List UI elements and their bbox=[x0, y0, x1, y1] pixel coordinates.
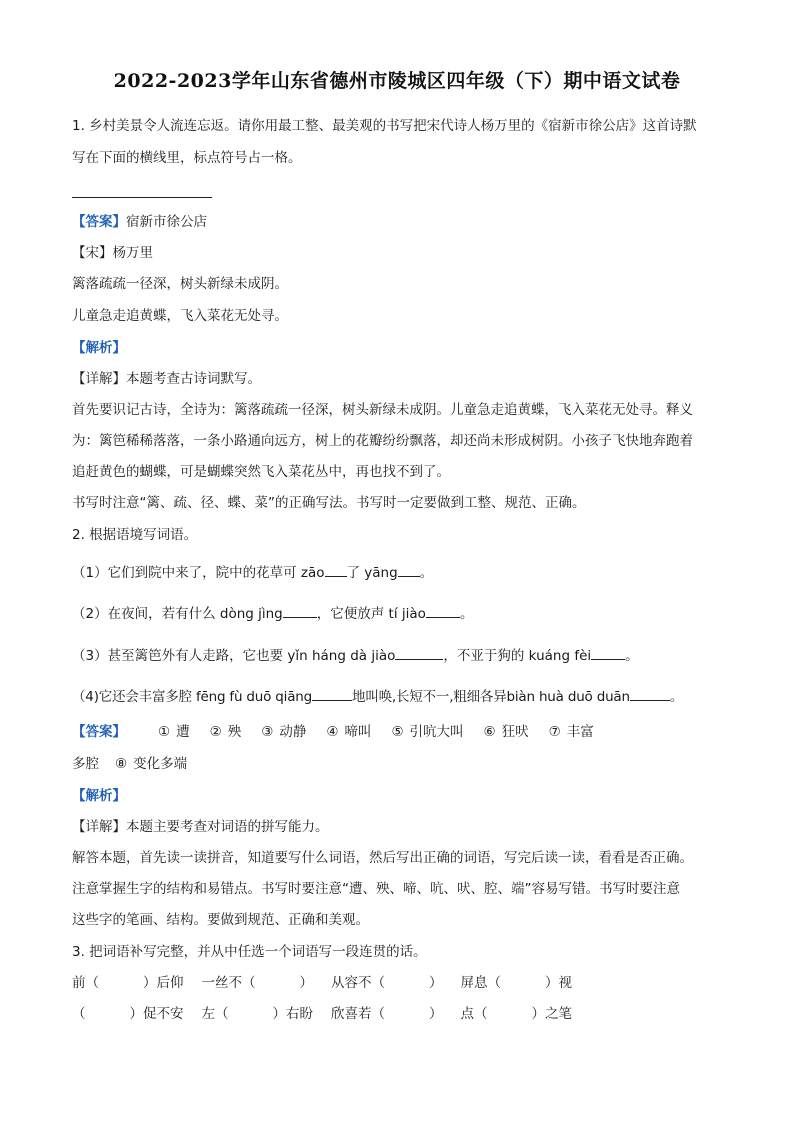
fill-blank[interactable] bbox=[630, 686, 670, 701]
q3-stem: 3. 把词语补写完整，并从中任选一个词语写一段连贯的话。 bbox=[72, 944, 427, 960]
q1-explanation-2: 为：篱笆稀稀落落，一条小路通向远方，树上的花瓣纷纷飘落，却还尚未形成树阴。小孩子飞快地奔跑着 bbox=[72, 433, 693, 449]
q2-answer-line: 【答案】 ① 遭 ② 殃 ③ 动静 ④ 啼叫 ⑤ 引吭大叫 ⑥ 狂吠 ⑦ 丰富 bbox=[72, 724, 594, 740]
q1-explanation-1: 首先要识记古诗，全诗为：篱落疏疏一径深，树头新绿未成阴。儿童急走追黄蝶，飞入菜花无处寻。释义 bbox=[72, 402, 693, 418]
q2-stem: 2. 根据语境写词语。 bbox=[72, 527, 198, 543]
q1-stem-line2: 写在下面的横线里，标点符号占一格。 bbox=[72, 150, 302, 166]
fill-blank[interactable] bbox=[398, 562, 420, 577]
detail-tag: 【详解】 bbox=[72, 819, 126, 835]
q1-answer-title: 宿新市徐公店 bbox=[126, 214, 207, 230]
q2-sentence-4: （4)它还会丰富多腔 fēng fù duō qiāng 地叫唤,长短不一,粗细各异biàn huà duō duān 。 bbox=[72, 686, 732, 707]
q3-word-row-2: （ ）促不安 左（ ）右盼 欣喜若（ ） 点（ ）之笔 bbox=[72, 1006, 572, 1022]
q1-answer-line bbox=[72, 212, 732, 232]
detail-tag: 【详解】 bbox=[72, 371, 126, 387]
fill-blank[interactable] bbox=[591, 645, 625, 660]
q1-analysis-tag: 【解析】 bbox=[72, 340, 126, 356]
q2-sentence-3: （3）甚至篱笆外有人走路，它也要 yǐn háng dà jiào ，不亚于狗的 kuáng fèi 。 bbox=[72, 645, 732, 666]
q1-answer-blank bbox=[72, 197, 212, 198]
answer-tag: 【答案】 bbox=[72, 724, 126, 740]
fill-blank[interactable] bbox=[395, 645, 443, 660]
fill-blank[interactable] bbox=[325, 562, 347, 577]
q2-detail-line: 【详解】本题主要考查对词语的拼写能力。 bbox=[72, 819, 329, 835]
q2-answer-line-2: 多腔 ⑧ 变化多端 bbox=[72, 756, 188, 772]
q3-word-row-1: 前（ ）后仰 一丝不（ ） 从容不（ ） 屏息（ ）视 bbox=[72, 975, 572, 991]
q1-explanation-4: 书写时注意“篱、疏、径、蝶、菜”的正确写法。书写时一定要做到工整、规范、正确。 bbox=[72, 495, 586, 511]
fill-blank[interactable] bbox=[283, 603, 317, 618]
page-title: 2022-2023学年山东省德州市陵城区四年级（下）期中语文试卷 bbox=[113, 70, 681, 92]
q2-analysis-tag: 【解析】 bbox=[72, 788, 126, 804]
q2-explanation-3: 这些字的笔画、结构。要做到规范、正确和美观。 bbox=[72, 912, 369, 928]
fill-blank[interactable] bbox=[312, 686, 352, 701]
q2-sentence-2: （2）在夜间，若有什么 dòng jìng ，它便放声 tí jiào 。 bbox=[72, 603, 732, 624]
answer-tag: 【答案】 bbox=[72, 214, 126, 230]
q1-poem-author: 【宋】杨万里 bbox=[72, 245, 153, 261]
q1-poem-line2: 儿童急走追黄蝶，飞入菜花无处寻。 bbox=[72, 308, 288, 324]
q2-explanation-2: 注意掌握生字的结构和易错点。书写时要注意“遭、殃、啼、吭、吠、腔、端”容易写错。书写时要注意 bbox=[72, 881, 680, 897]
q1-explanation-3: 追赶黄色的蝴蝶，可是蝴蝶突然飞入菜花丛中，再也找不到了。 bbox=[72, 464, 450, 480]
q1-detail-line: 【详解】本题考查古诗词默写。 bbox=[72, 371, 261, 387]
q2-explanation-1: 解答本题，首先读一读拼音，知道要写什么词语，然后写出正确的词语，写完后读一读，看看是否正确。 bbox=[72, 850, 693, 866]
fill-blank[interactable] bbox=[426, 603, 460, 618]
q1-poem-line1: 篱落疏疏一径深，树头新绿未成阴。 bbox=[72, 276, 288, 292]
q1-stem-line1: 1. 乡村美景令人流连忘返。请你用最工整、最美观的书写把宋代诗人杨万里的《宿新市徐公店》这首诗默 bbox=[72, 118, 697, 134]
q2-sentence-1: （1）它们到院中来了，院中的花草可 zāo 了 yāng 。 bbox=[72, 562, 732, 583]
